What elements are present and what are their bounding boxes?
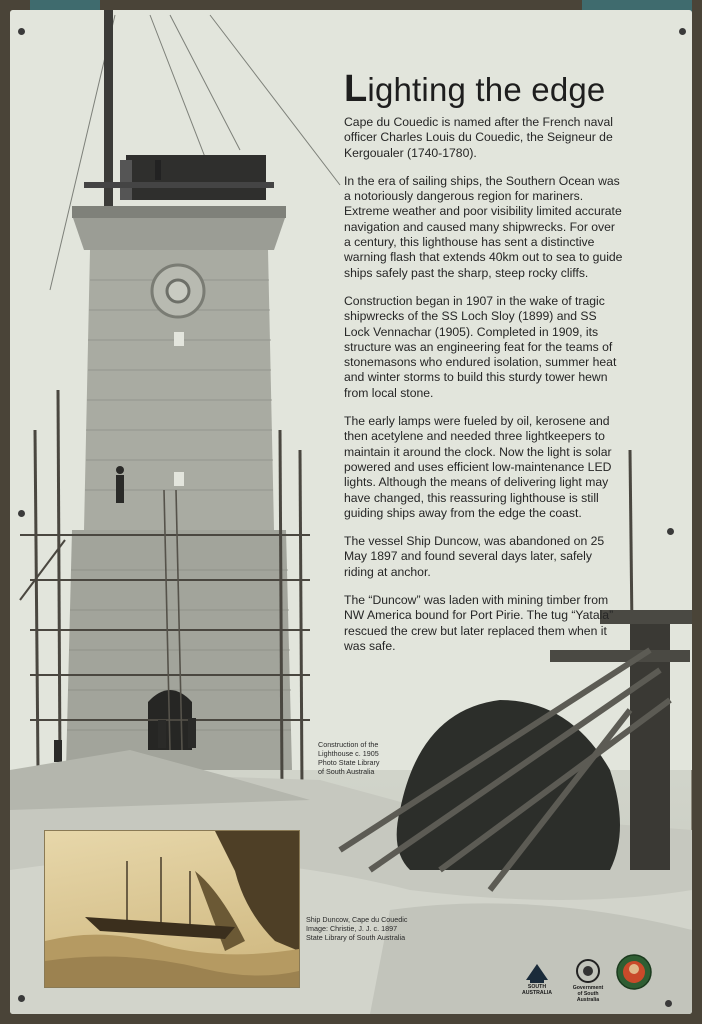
paragraph-southern-ocean: In the era of sailing ships, the Southern Ocean was a notoriously dangerous region for mariners. Extreme weather and poor visibility limited accurate navigation and caused many shipwrecks. For over a century, this lighthouse has sent a distinctive warning flash that extends 40km out to sea to guide ships safely past the sharp, steep rocky cliffs. (344, 173, 623, 280)
south-australia-tourism-icon (522, 960, 552, 984)
government-crest-icon (575, 958, 601, 984)
south-australia-tourism-logo (522, 960, 558, 1000)
government-crest-text: Government of South Australia (572, 985, 604, 1003)
paragraph-construction: Construction began in 1907 in the wake of tragic shipwrecks of the SS Loch Sloy (1899) and SS Lock Vennachar (1905). Completed in 1909, its structure was an engineering feat for the teams of stonemasons who endured isolation, summer heat and winter storms to build this sturdy tower hewn from local stone. (344, 293, 617, 400)
screw-top-right (679, 28, 686, 35)
screw-mid-left (18, 510, 25, 517)
interpretive-sign-board (10, 10, 692, 1014)
national-parks-badge-icon (616, 954, 652, 990)
paragraph-naming: Cape du Couedic is named after the French naval officer Charles Louis du Couedic, the Seigneur de Kergoualer (1740-1780). (344, 115, 613, 160)
sign-title-rest: ighting the edge (367, 71, 606, 108)
screw-bottom-right (665, 1000, 672, 1007)
ship-duncow-illustration (44, 830, 300, 988)
sign-body-text (344, 115, 624, 667)
sign-title-initial: L (344, 68, 368, 110)
ship-drawing (45, 831, 299, 987)
paragraph-duncow-cargo: The “Duncow” was laden with mining timber from NW America bound for Port Pirie. The tug “Yatala” rescued the crew but later replaced them when it was safe. (344, 593, 614, 653)
ship-illustration-caption: Ship Duncow, Cape du Couedic Image: Christie, J. J. c. 1897 State Library of South Australia (306, 915, 408, 942)
screw-bottom-left (18, 995, 25, 1002)
screw-top-left (18, 28, 25, 35)
government-of-south-australia-crest (566, 958, 610, 1002)
national-parks-wildlife-badge (616, 954, 652, 990)
paragraph-duncow-abandoned: The vessel Ship Duncow, was abandoned on 25 May 1897 and found several days later, safely riding at anchor. (344, 534, 605, 579)
paragraph-lamps: The early lamps were fueled by oil, kerosene and then acetylene and needed three lightkeepers to maintain it around the clock. Now the light is solar powered and uses efficient low-maintenance LED lights. Although the means of delivering light may have changed, this reassuring lighthouse is still guiding ships away from the edge the coast. (344, 414, 612, 520)
sign-title (344, 68, 606, 111)
screw-mid-right (667, 528, 674, 535)
lighthouse-photo-caption: Construction of the Lighthouse c. 1905 Photo State Library of South Australia (318, 740, 380, 776)
south-australia-tourism-text: SOUTH AUSTRALIA (522, 984, 552, 996)
